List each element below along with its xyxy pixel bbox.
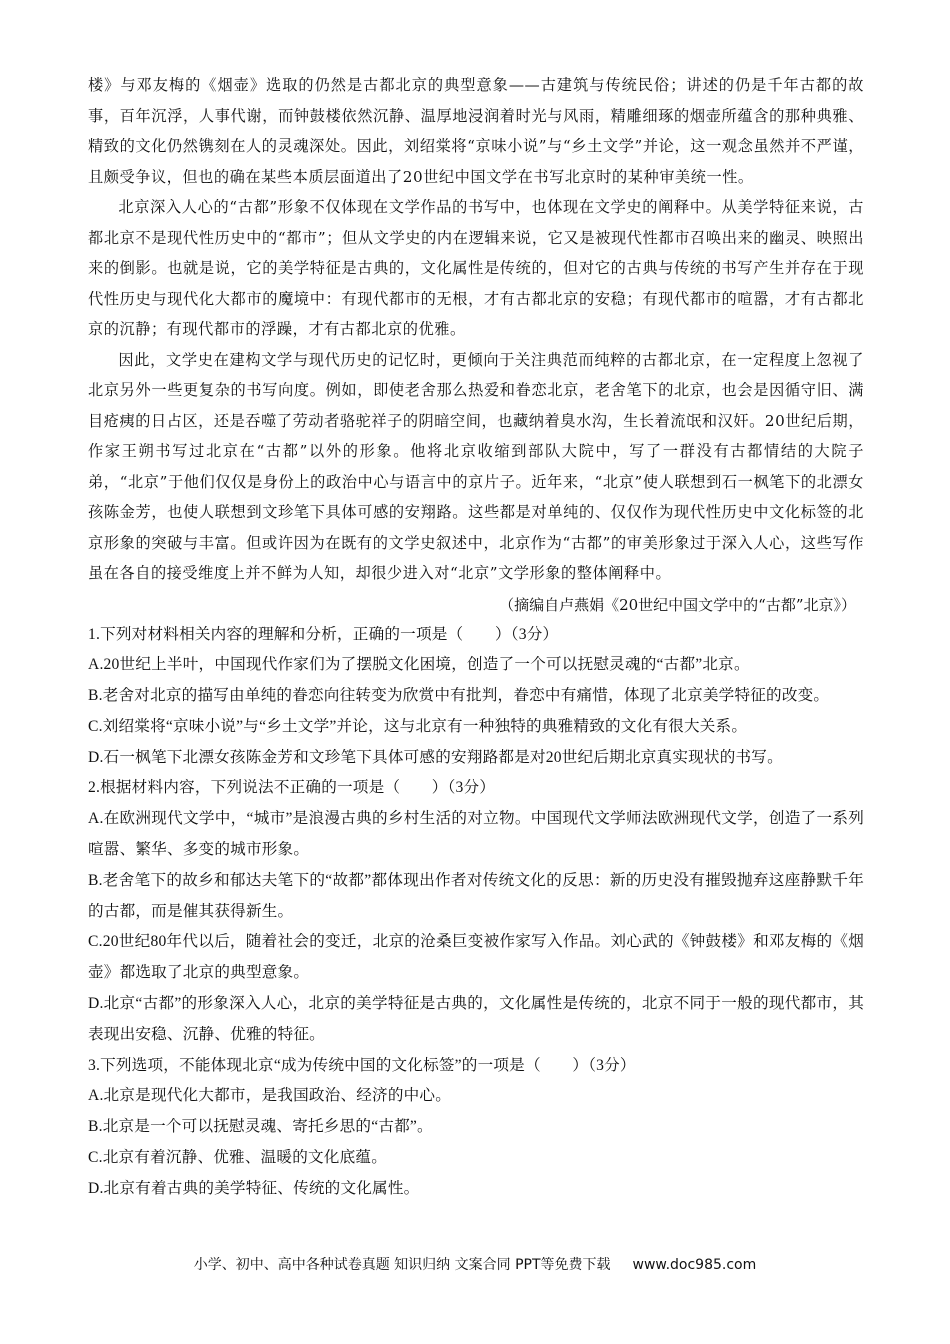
passage-paragraph-3: 因此，文学史在建构文学与现代历史的记忆时，更倾向于关注典范而纯粹的古都北京，在一定程度上忽视了北京另外一些更复杂的书写向度。例如，即使老舍那么热爱和眷恋北京，老舍笔下的北京，也会是因循守旧、满目疮痍的日占区，还是吞噬了劳动者骆驼祥子的阴暗空间，也藏纳着臭水沟，生长着流氓和汉奸。20世纪后期，作家王朔书写过北京在“古都”以外的形象。他将北京收缩到部队大院中，写了一群没有古都情结的大院子弟，“北京”于他们仅仅是身份上的政治中心与语言中的京片子。近年来，“北京”使人联想到石一枫笔下的北漂女孩陈金芳，也使人联想到文珍笔下具体可感的安翔路。这些都是对单纯的、仅仅作为现代性历史中文化标签的北京形象的突破与丰富。但或许因为在既有的文学史叙述中，北京作为“古都”的审美形象过于深入人心，这些写作虽在各自的接受维度上并不鲜为人知，却很少进入对“北京”文学形象的整体阐释中。 [88,350,864,582]
question-2 [88,773,864,1050]
question-stem: 3.下列选项，不能体现北京“成为传统中国的文化标签”的一项是（ ）（3分） [88,1056,636,1074]
passage-paragraph-2: 北京深入人心的“古都”形象不仅体现在文学作品的书写中，也体现在文学史的阐释中。从美学特征来说，古都北京不是现代性历史中的“都市”；但从文学史的内在逻辑来说，它又是被现代性都市召唤出来的幽灵、映照出来的倒影。也就是说，它的美学特征是古典的，文化属性是传统的，但对它的古典与传统的书写产生并存在于现代性历史与现代化大都市的魔境中：有现代都市的无根，才有古都北京的安稳；有现代都市的喧嚣，才有古都北京的沉静；有现代都市的浮躁，才有古都北京的优雅。 [88,198,864,338]
exam-page [88,70,864,1205]
page-footer [0,1254,950,1274]
option-d: D.石一枫笔下北漂女孩陈金芳和文珍笔下具体可感的安翔路都是对20世纪后期北京真实现状的书写。 [88,748,783,766]
option-b: B.北京是一个可以抚慰灵魂、寄托乡思的“古都”。 [88,1118,433,1136]
question-1 [88,620,864,774]
question-stem: 1.下列对材料相关内容的理解和分析，正确的一项是（ ）（3分） [88,625,559,643]
option-d: D.北京有着古典的美学特征、传统的文化属性。 [88,1179,420,1197]
option-c: C.北京有着沉静、优雅、温暖的文化底蕴。 [88,1149,387,1167]
option-c: C.刘绍棠将“京味小说”与“乡土文学”并论，这与北京有一种独特的典雅精致的文化有很大关系。 [88,717,748,735]
option-c: C.20世纪80年代以后，随着社会的变迁，北京的沧桑巨变被作家写入作品。刘心武的《钟鼓楼》和邓友梅的《烟壶》都选取了北京的典型意象。 [88,933,864,982]
option-a: A.在欧洲现代文学中，“城市”是浪漫古典的乡村生活的对立物。中国现代文学师法欧洲现代文学，创造了一系列喧嚣、繁华、多变的城市形象。 [88,810,864,859]
option-b: B.老舍对北京的描写由单纯的眷恋向往转变为欣赏中有批判，眷恋中有痛惜，体现了北京美学特征的改变。 [88,687,830,705]
passage-source: （摘编自卢燕娟《20世纪中国文学中的“古都”北京》） [499,595,856,614]
option-b: B.老舍笔下的故乡和郁达夫笔下的“故都”都体现出作者对传统文化的反思：新的历史没有摧毁抛弃这座静默千年的古都，而是催其获得新生。 [88,871,864,920]
option-d: D.北京“古都”的形象深入人心，北京的美学特征是古典的，文化属性是传统的，北京不同于一般的现代都市，其表现出安稳、沉静、优雅的特征。 [88,995,864,1043]
option-a: A.20世纪上半叶，中国现代作家们为了摆脱文化困境，创造了一个可以抚慰灵魂的“古都”北京。 [88,656,750,674]
footer-text: 小学、初中、高中各种试卷真题 知识归纳 文案合同 PPT等免费下载 [193,1257,611,1273]
option-a: A.北京是现代化大都市，是我国政治、经济的中心。 [88,1087,452,1105]
passage-paragraph-1: 楼》与邓友梅的《烟壶》选取的仍然是古都北京的典型意象——古建筑与传统民俗；讲述的仍是千年古都的故事，百年沉浮，人事代谢，而钟鼓楼依然沉静、温厚地浸润着时光与风雨，精雕细琢的烟壶所蕴含的那种典雅、精致的文化仍然镌刻在人的灵魂深处。因此，刘绍棠将“京味小说”与“乡土文学”并论，这一观念虽然并不严谨，且颇受争议，但也的确在某些本质层面道出了20世纪中国文学在书写北京时的某种审美统一性。 [88,76,864,186]
question-3 [88,1051,864,1205]
footer-link[interactable]: www.doc985.com [632,1257,757,1273]
question-stem: 2.根据材料内容，下列说法不正确的一项是（ ）（3分） [88,779,496,797]
